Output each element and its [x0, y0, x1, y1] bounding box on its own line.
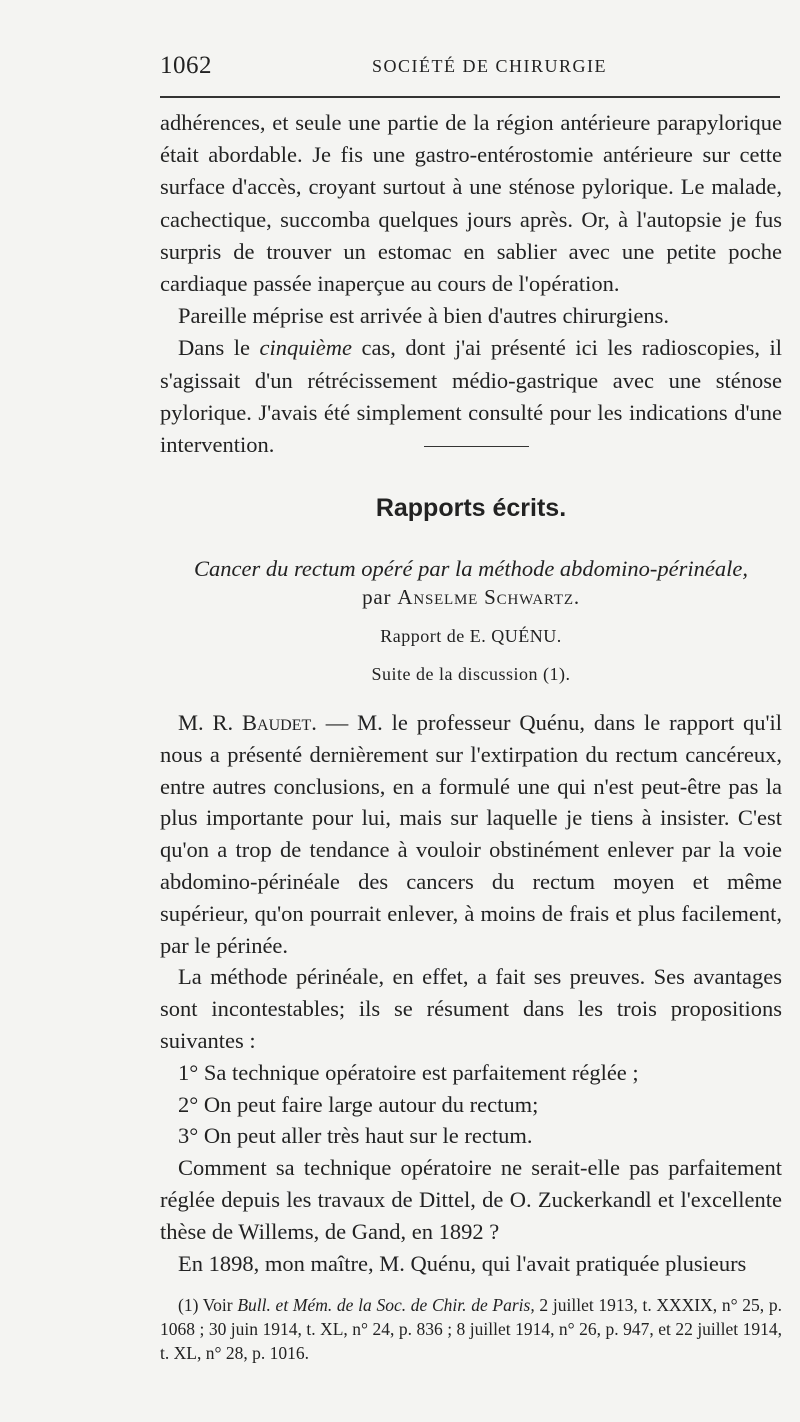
paragraph-text: Dans le [178, 335, 260, 361]
paragraph: Pareille méprise est arrivée à bien d'autres chirurgiens. [178, 303, 669, 329]
paragraph: La méthode périnéale, en effet, a fait ses preuves. Ses avantages sont incontestables; ils se résument dans les trois propositions suivantes : [160, 964, 782, 1053]
page-number: 1062 [160, 52, 212, 79]
author-name: Anselme Schwartz. [397, 585, 580, 609]
rapport-line: Rapport de E. QUÉNU. [380, 626, 562, 646]
body-text-bottom [160, 707, 782, 1279]
footnote-text [160, 1293, 782, 1365]
paragraph-cinquieme [160, 332, 782, 461]
speaker-name: M. R. Baudet. [178, 710, 317, 735]
running-head: SOCIÉTÉ DE CHIRURGIE [372, 56, 607, 76]
emphasis-text: cinquième [259, 335, 352, 361]
list-item: 2° On peut faire large autour du rectum; [178, 1091, 539, 1117]
section-title: Rapports écrits. [375, 494, 567, 522]
report-author-line [160, 585, 782, 610]
paragraph-text: — M. le professeur Quénu, dans le rapport qu'il nous a présenté dernièrement sur l'extirpation du rectum cancéreux, entre autres conclusions, en a formulé une qui n'est peut-être pas la plus importante pour lui, mais sur laquelle je tiens à insister. C'est qu'on a trop de tendance à vouloir obstinément enlever par la voie abdomino-périnéale des cancers du rectum moyen et même supérieur, qu'on pourrait enlever, à moins de frais et plus facilement, par le périnée. [160, 710, 783, 958]
footnote-prefix: (1) Voir [178, 1295, 238, 1315]
footnote [160, 1293, 782, 1365]
paragraph-text: cas, dont j'ai présenté ici les radioscopies, il s'agissait d'un rétrécissement médio-gastrique avec une sténose pylorique. J'avais été simplement consulté pour les indications d'une intervention. [160, 335, 783, 458]
author-prefix: par [362, 585, 398, 609]
footnote-journal: Bull. et Mém. de la Soc. de Chir. de Paris, [237, 1295, 535, 1315]
footnote-refs: 2 juillet 1913, t. XXXIX, n° 25, p. 1068 ; 30 juin 1914, t. XL, n° 24, p. 836 ; 8 juillet 1914, n° 26, p. 947, et 22 juillet 1914, t. XL, n° 28, p. 1016. [160, 1295, 782, 1363]
report-subtitle: Cancer du rectum opéré par la méthode abdomino-périnéale, [193, 556, 749, 581]
paragraph: En 1898, mon maître, M. Quénu, qui l'avait pratiquée plusieurs [178, 1250, 747, 1276]
body-text-top [160, 107, 782, 461]
section-divider [424, 446, 529, 447]
paragraph-baudet [160, 707, 782, 961]
page-header [160, 52, 780, 82]
paragraph: adhérences, et seule une partie de la région antérieure parapylorique était abordable. Je fis une gastro-entérostomie antérieure sur cette surface d'accès, croyant surtout à une sténose pylorique. Le malade, cachectique, succomba quelques jours après. Or, à l'autopsie je fus surpris de trouver un estomac en sablier avec une petite poche cardiaque passée inaperçue au cours de l'opération. [160, 110, 782, 297]
discussion-line: Suite de la discussion (1). [371, 664, 571, 684]
paragraph: Comment sa technique opératoire ne serait-elle pas parfaitement réglée depuis les travaux de Dittel, de O. Zuckerkandl et l'excellente thèse de Willems, de Gand, en 1892 ? [160, 1155, 782, 1244]
header-rule [160, 96, 780, 98]
list-item: 3° On peut aller très haut sur le rectum. [178, 1123, 533, 1149]
list-item: 1° Sa technique opératoire est parfaitement réglée ; [178, 1059, 639, 1085]
